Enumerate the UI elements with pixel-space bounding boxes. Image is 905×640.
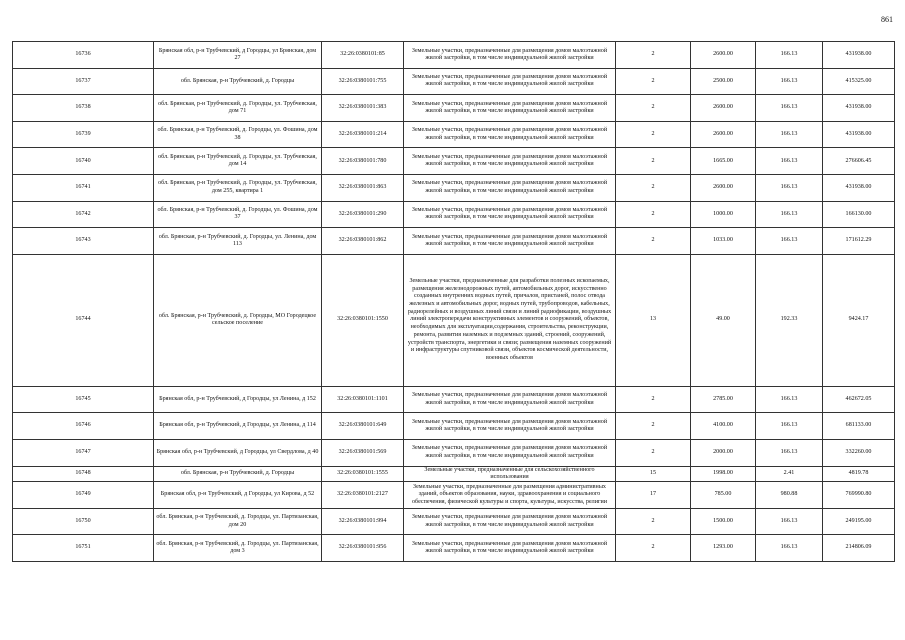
table-row [13,201,895,228]
address-cell: Брянская обл, р-н Трубчевский, д Городцы, ул Ленина, д 114 [154,413,322,440]
use-group-cell: 2 [616,148,691,175]
row-number-cell: 16743 [13,228,154,255]
row-number-cell: 16740 [13,148,154,175]
use-group-cell: 2 [616,508,691,535]
land-use-cell: Земельные участки, предназначенные для размещения домов малоэтажной жилой застройки, в том числе индивидуальной жилой застройки [404,201,616,228]
address-cell: обл. Брянская, р-н Трубчевский, д. Городцы, ул. Трубчевская, дом 71 [154,95,322,122]
use-group-cell: 15 [616,466,691,482]
cadastral-number-cell: 32:26:0380101:85 [322,42,404,69]
table-row [13,174,895,201]
area-cell: 2500.00 [691,68,756,95]
area-cell: 4100.00 [691,413,756,440]
cadastral-value-cell: 171612.29 [823,228,895,255]
area-cell: 1293.00 [691,535,756,562]
specific-value-cell: 166.13 [756,174,823,201]
area-cell: 2600.00 [691,174,756,201]
table-row [13,68,895,95]
use-group-cell: 13 [616,254,691,386]
address-cell: обл. Брянская, р-н Трубчевский, д. Городцы, ул. Партизанская, дом 3 [154,535,322,562]
land-use-cell: Земельные участки, предназначенные для размещения домов малоэтажной жилой застройки, в том числе индивидуальной жилой застройки [404,413,616,440]
specific-value-cell: 166.13 [756,508,823,535]
cadastral-number-cell: 32:26:0380101:214 [322,121,404,148]
area-cell: 1000.00 [691,201,756,228]
area-cell: 1665.00 [691,148,756,175]
cadastral-value-cell: 769990.80 [823,482,895,509]
table-row [13,254,895,386]
land-use-cell: Земельные участки, предназначенные для размещения домов малоэтажной жилой застройки, в том числе индивидуальной жилой застройки [404,121,616,148]
table-row [13,439,895,466]
address-cell: Брянская обл, р-н Трубчевский, д Городцы, ул Свердлова, д 40 [154,439,322,466]
address-cell: обл. Брянская, р-н Трубчевский, д. Городцы, ул. Фошина, дом 38 [154,121,322,148]
row-number-cell: 16750 [13,508,154,535]
specific-value-cell: 192.33 [756,254,823,386]
address-cell: обл. Брянская, р-н Трубчевский, д. Городцы, ул. Фошина, дом 37 [154,201,322,228]
cadastral-number-cell: 32:26:0380101:956 [322,535,404,562]
cadastral-value-cell: 332260.00 [823,439,895,466]
cadastral-number-cell: 32:26:0380101:862 [322,228,404,255]
address-cell: обл. Брянская, р-н Трубчевский, д. Городцы [154,466,322,482]
land-use-cell: Земельные участки, предназначенные для разработки полезных ископаемых, размещения железнодорожных путей, автомобильных дорог, искусственно созданных внутренних водных путей, причалов, пристаней, полос отвода железных и автомобильных дорог, водных путей, трубопроводов, кабельных, радиорелейных и воздушных линий связи и линий радиофикации, воздушных линий электропередачи конструктивных элементов и сооружений, объектов, необходимых для эксплуатации,содержания, строительства, реконструкции, ремонта, развития наземных и подземных зданий, строений, сооружений, устройств транспорта, энергетики и связи; размещения наземных сооружений и инфраструктуры спутниковой связи, объектов космической деятельности, военных объектов [404,254,616,386]
address-cell: обл. Брянская, р-н Трубчевский, д. Городцы, ул. Партизанская, дом 20 [154,508,322,535]
land-use-cell: Земельные участки, предназначенные для сельскохозяйственного использования [404,466,616,482]
address-cell: Брянская обл, р-н Трубчевский, д Городцы, ул Кирова, д 52 [154,482,322,509]
cadastral-number-cell: 32:26:0380101:290 [322,201,404,228]
address-cell: обл. Брянская, р-н Трубчевский, д. Городцы [154,68,322,95]
cadastral-value-cell: 462672.05 [823,386,895,413]
table-row [13,228,895,255]
specific-value-cell: 166.13 [756,95,823,122]
area-cell: 2600.00 [691,95,756,122]
use-group-cell: 2 [616,386,691,413]
cadastral-number-cell: 32:26:0380101:1101 [322,386,404,413]
address-cell: обл. Брянская, р-н Трубчевский, д. Городцы, ул. Ленина, дом 113 [154,228,322,255]
specific-value-cell: 2.41 [756,466,823,482]
land-use-cell: Земельные участки, предназначенные для размещения домов малоэтажной жилой застройки, в том числе индивидуальной жилой застройки [404,386,616,413]
area-cell: 1500.00 [691,508,756,535]
land-use-cell: Земельные участки, предназначенные для размещения домов малоэтажной жилой застройки, в том числе индивидуальной жилой застройки [404,42,616,69]
specific-value-cell: 166.13 [756,42,823,69]
table-row [13,95,895,122]
row-number-cell: 16746 [13,413,154,440]
use-group-cell: 2 [616,413,691,440]
cadastral-value-cell: 276606.45 [823,148,895,175]
use-group-cell: 2 [616,42,691,69]
cadastral-value-table [12,41,895,562]
specific-value-cell: 166.13 [756,201,823,228]
row-number-cell: 16744 [13,254,154,386]
use-group-cell: 17 [616,482,691,509]
area-cell: 1033.00 [691,228,756,255]
area-cell: 2600.00 [691,121,756,148]
address-cell: обл. Брянская, р-н Трубчевский, д. Городцы, МО Городецкое сельское поселение [154,254,322,386]
row-number-cell: 16748 [13,466,154,482]
cadastral-number-cell: 32:26:0380101:863 [322,174,404,201]
row-number-cell: 16745 [13,386,154,413]
land-use-cell: Земельные участки, предназначенные для размещения домов малоэтажной жилой застройки, в том числе индивидуальной жилой застройки [404,174,616,201]
row-number-cell: 16747 [13,439,154,466]
address-cell: Брянская обл, р-н Трубчевский, д Городцы, ул Брянская, дом 27 [154,42,322,69]
row-number-cell: 16737 [13,68,154,95]
cadastral-value-cell: 431938.00 [823,121,895,148]
land-use-cell: Земельные участки, предназначенные для размещения домов малоэтажной жилой застройки, в том числе индивидуальной жилой застройки [404,148,616,175]
use-group-cell: 2 [616,95,691,122]
land-use-cell: Земельные участки, предназначенные для размещения домов малоэтажной жилой застройки, в том числе индивидуальной жилой застройки [404,95,616,122]
row-number-cell: 16742 [13,201,154,228]
table-row [13,148,895,175]
specific-value-cell: 166.13 [756,386,823,413]
cadastral-value-cell: 9424.17 [823,254,895,386]
specific-value-cell: 166.13 [756,68,823,95]
specific-value-cell: 980.88 [756,482,823,509]
land-use-cell: Земельные участки, предназначенные для размещения домов малоэтажной жилой застройки, в том числе индивидуальной жилой застройки [404,439,616,466]
cadastral-value-cell: 214806.09 [823,535,895,562]
area-cell: 2000.00 [691,439,756,466]
address-cell: обл. Брянская, р-н Трубчевский, д. Городцы, ул. Трубчевская, дом 14 [154,148,322,175]
land-use-cell: Земельные участки, предназначенные для размещения административных зданий, объектов образования, науки, здравоохранения и социального обеспечения, физической культуры и спорта, культуры, искусства, религии [404,482,616,509]
cadastral-number-cell: 32:26:0380101:994 [322,508,404,535]
land-use-cell: Земельные участки, предназначенные для размещения домов малоэтажной жилой застройки, в том числе индивидуальной жилой застройки [404,68,616,95]
page-number: 861 [881,15,893,24]
cadastral-value-cell: 431938.00 [823,42,895,69]
cadastral-number-cell: 32:26:0380101:780 [322,148,404,175]
table-row [13,535,895,562]
land-use-cell: Земельные участки, предназначенные для размещения домов малоэтажной жилой застройки, в том числе индивидуальной жилой застройки [404,228,616,255]
use-group-cell: 2 [616,228,691,255]
cadastral-value-cell: 166130.00 [823,201,895,228]
area-cell: 2785.00 [691,386,756,413]
address-cell: Брянская обл, р-н Трубчевский, д Городцы, ул Ленина, д 152 [154,386,322,413]
use-group-cell: 2 [616,121,691,148]
cadastral-value-cell: 431938.00 [823,95,895,122]
area-cell: 49.00 [691,254,756,386]
cadastral-number-cell: 32:26:0380101:649 [322,413,404,440]
table-row [13,42,895,69]
area-cell: 2600.00 [691,42,756,69]
cadastral-number-cell: 32:26:0380101:755 [322,68,404,95]
row-number-cell: 16738 [13,95,154,122]
cadastral-value-cell: 415325.00 [823,68,895,95]
land-use-cell: Земельные участки, предназначенные для размещения домов малоэтажной жилой застройки, в том числе индивидуальной жилой застройки [404,508,616,535]
cadastral-number-cell: 32:26:0380101:1550 [322,254,404,386]
cadastral-value-cell: 249195.00 [823,508,895,535]
row-number-cell: 16749 [13,482,154,509]
cadastral-number-cell: 32:26:0380101:383 [322,95,404,122]
table-row [13,386,895,413]
row-number-cell: 16736 [13,42,154,69]
cadastral-number-cell: 32:26:0380101:569 [322,439,404,466]
specific-value-cell: 166.13 [756,228,823,255]
table-row [13,482,895,509]
specific-value-cell: 166.13 [756,413,823,440]
row-number-cell: 16739 [13,121,154,148]
specific-value-cell: 166.13 [756,121,823,148]
address-cell: обл. Брянская, р-н Трубчевский, д. Городцы, ул. Трубчевская, дом 255, квартира 1 [154,174,322,201]
specific-value-cell: 166.13 [756,535,823,562]
row-number-cell: 16751 [13,535,154,562]
table-body [13,42,895,562]
cadastral-number-cell: 32:26:0380101:2127 [322,482,404,509]
cadastral-value-cell: 4819.78 [823,466,895,482]
cadastral-value-cell: 431938.00 [823,174,895,201]
table-row [13,508,895,535]
use-group-cell: 2 [616,68,691,95]
area-cell: 1998.00 [691,466,756,482]
use-group-cell: 2 [616,439,691,466]
land-use-cell: Земельные участки, предназначенные для размещения домов малоэтажной жилой застройки, в том числе индивидуальной жилой застройки [404,535,616,562]
use-group-cell: 2 [616,174,691,201]
table-row [13,466,895,482]
specific-value-cell: 166.13 [756,439,823,466]
table-row [13,413,895,440]
cadastral-number-cell: 32:26:0380101:1555 [322,466,404,482]
area-cell: 785.00 [691,482,756,509]
use-group-cell: 2 [616,535,691,562]
table-row [13,121,895,148]
specific-value-cell: 166.13 [756,148,823,175]
use-group-cell: 2 [616,201,691,228]
row-number-cell: 16741 [13,174,154,201]
cadastral-value-cell: 681133.00 [823,413,895,440]
